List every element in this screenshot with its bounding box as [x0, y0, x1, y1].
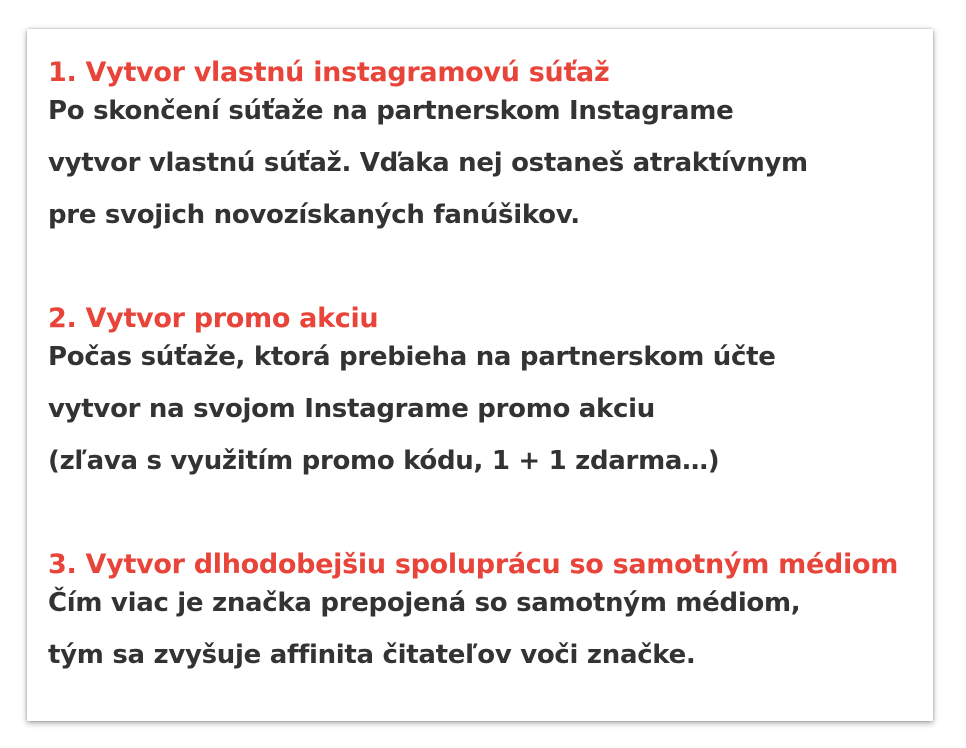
tip-text-line: (zľava s využitím promo kódu, 1 + 1 zdarma…): [48, 446, 720, 476]
tip-text-line: Čím viac je značka prepojená so samotným médiom,: [48, 588, 801, 618]
tip-section-3: [48, 539, 933, 681]
tip-text-line: Po skončení súťaže na partnerskom Instagrame: [48, 96, 734, 126]
tip-text-line: pre svojich novozískaných fanúšikov.: [48, 200, 580, 230]
tip-section-2: [48, 293, 933, 487]
tip-text-line: tým sa zvyšuje affinita čitateľov voči značke.: [48, 640, 696, 670]
tip-text-line: Počas súťaže, ktorá prebieha na partnerskom účte: [48, 342, 776, 372]
tip-heading-3: 3. Vytvor dlhodobejšiu spoluprácu so samotným médiom: [48, 549, 899, 580]
tip-text-line: vytvor na svojom Instagrame promo akciu: [48, 394, 655, 424]
tip-section-1: [48, 47, 933, 241]
tip-text-line: vytvor vlastnú súťaž. Vďaka nej ostaneš atraktívnym: [48, 148, 808, 178]
tip-heading-1: 1. Vytvor vlastnú instagramovú súťaž: [48, 57, 610, 88]
tips-card: [27, 29, 933, 721]
tip-heading-2: 2. Vytvor promo akciu: [48, 303, 379, 334]
